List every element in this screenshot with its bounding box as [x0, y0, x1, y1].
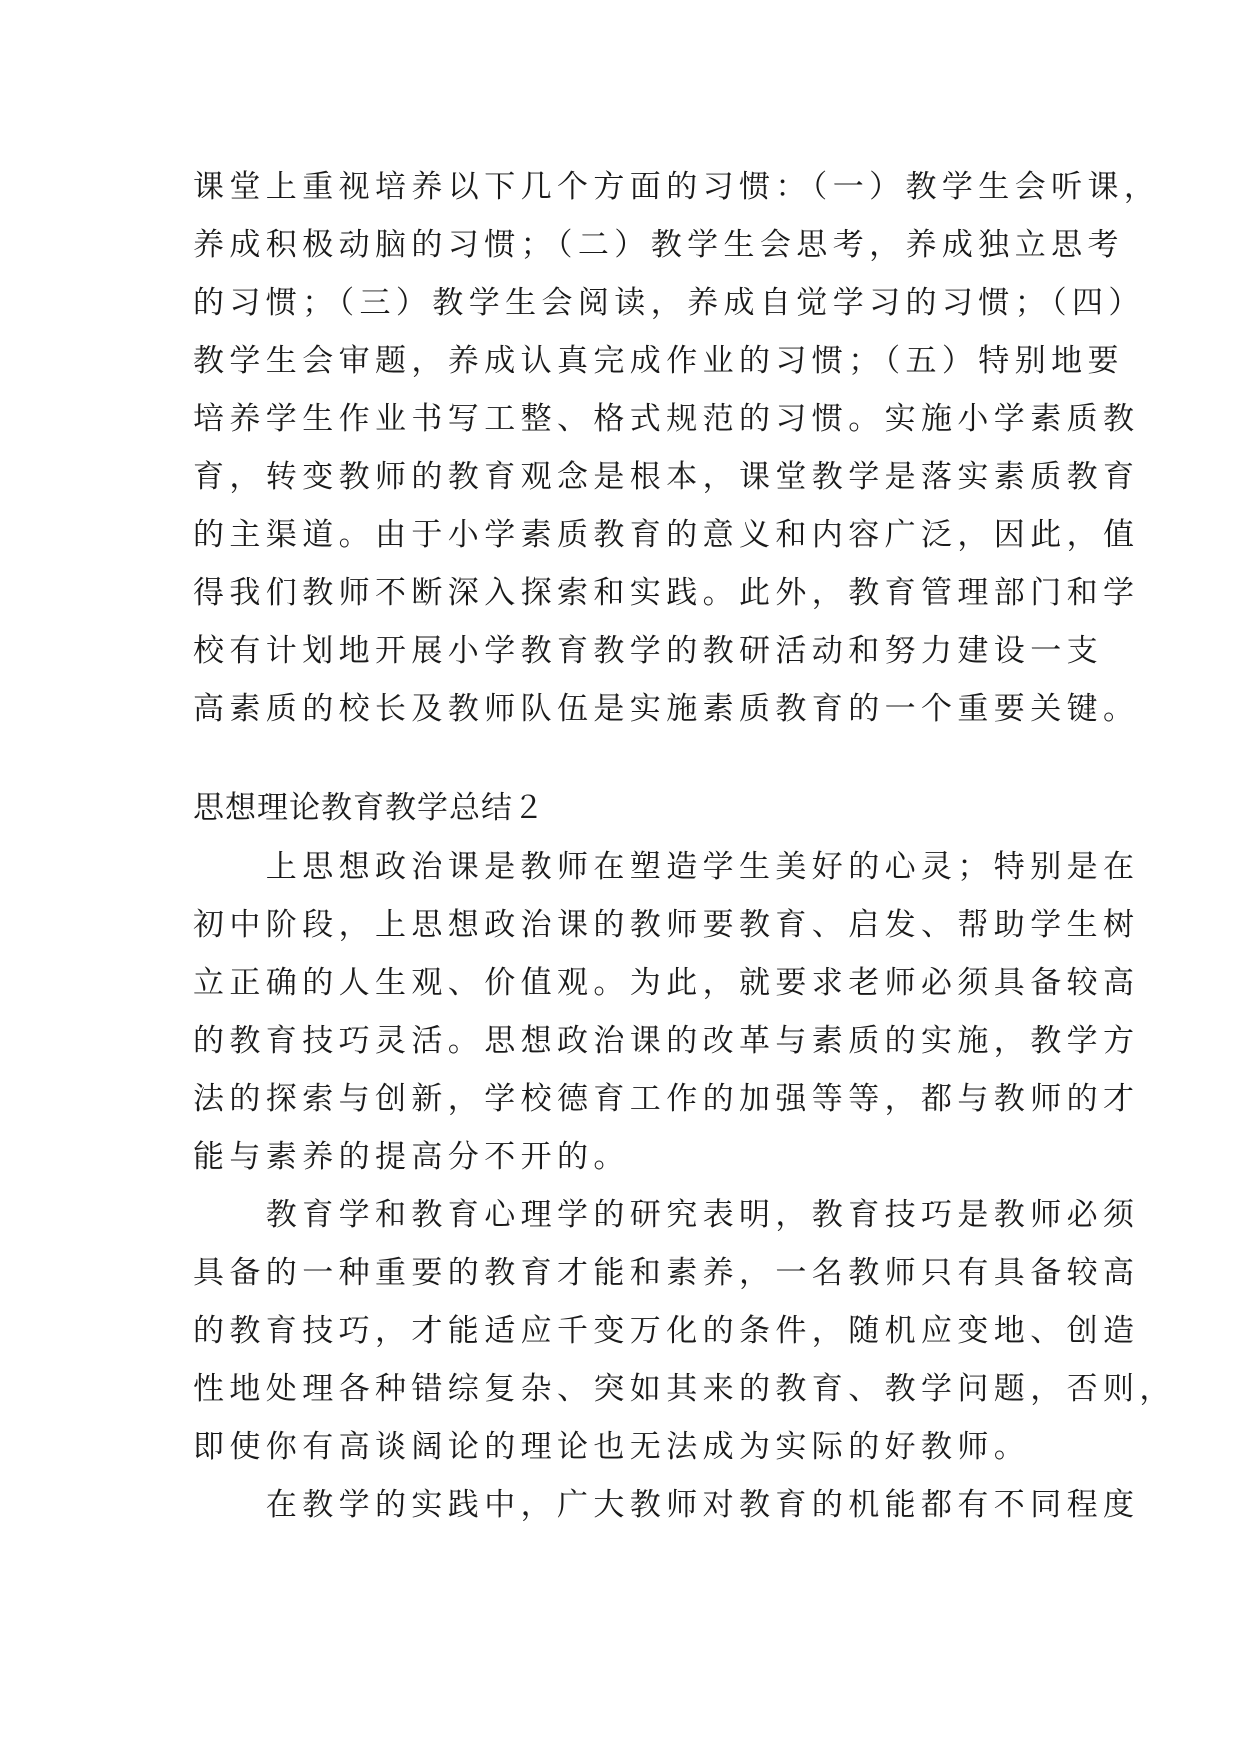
text-line: 的教育技巧，才能适应千变万化的条件，随机应变地、创造 — [193, 1313, 1140, 1349]
text-line: 立正确的人生观、价值观。为此，就要求老师必须具备较高 — [193, 965, 1140, 1001]
text-line: 育，转变教师的教育观念是根本，课堂教学是落实素质教育 — [193, 459, 1140, 495]
text-line: 课堂上重视培养以下几个方面的习惯：（一）教学生会听课， — [193, 169, 1161, 205]
text-line: 的主渠道。由于小学素质教育的意义和内容广泛，因此，值 — [193, 517, 1140, 553]
text-line: 得我们教师不断深入探索和实践。此外，教育管理部门和学 — [193, 575, 1140, 611]
text-line: 的习惯；（三）教学生会阅读，养成自觉学习的习惯；（四） — [193, 285, 1145, 321]
text-line: 高素质的校长及教师队伍是实施素质教育的一个重要关键。 — [193, 691, 1140, 727]
text-line: 能与素养的提高分不开的。 — [193, 1139, 630, 1175]
text-line: 校有计划地开展小学教育教学的教研活动和努力建设一支 — [193, 633, 1103, 669]
paragraph-practice — [193, 1476, 1140, 1534]
section-heading: 思想理论教育教学总结２ — [193, 790, 545, 826]
paragraph-gap — [193, 738, 1053, 778]
text-line: 教学生会审题，养成认真完成作业的习惯；（五）特别地要 — [193, 343, 1124, 379]
text-line: 具备的一种重要的教育才能和素养，一名教师只有具备较高 — [193, 1255, 1140, 1291]
paragraph-habits — [193, 158, 1161, 738]
text-line: 在教学的实践中，广大教师对教育的机能都有不同程度 — [193, 1487, 1140, 1523]
text-line: 初中阶段，上思想政治课的教师要教育、启发、帮助学生树 — [193, 907, 1140, 943]
text-line: 上思想政治课是教师在塑造学生美好的心灵；特别是在 — [193, 849, 1140, 885]
document-body — [193, 158, 1176, 1534]
text-line: 培养学生作业书写工整、格式规范的习惯。实施小学素质教 — [193, 401, 1140, 437]
paragraph-teaching-skill — [193, 1186, 1176, 1476]
text-line: 法的探索与创新，学校德育工作的加强等等，都与教师的才 — [193, 1081, 1140, 1117]
text-line: 教育学和教育心理学的研究表明，教育技巧是教师必须 — [193, 1197, 1140, 1233]
text-line: 养成积极动脑的习惯；（二）教学生会思考，养成独立思考 — [193, 227, 1124, 263]
text-line: 即使你有高谈阔论的理论也无法成为实际的好教师。 — [193, 1429, 1031, 1465]
paragraph-political-class — [193, 838, 1140, 1186]
text-line: 性地处理各种错综复杂、突如其来的教育、教学问题，否则， — [193, 1371, 1176, 1407]
text-line: 的教育技巧灵活。思想政治课的改革与素质的实施，教学方 — [193, 1023, 1140, 1059]
